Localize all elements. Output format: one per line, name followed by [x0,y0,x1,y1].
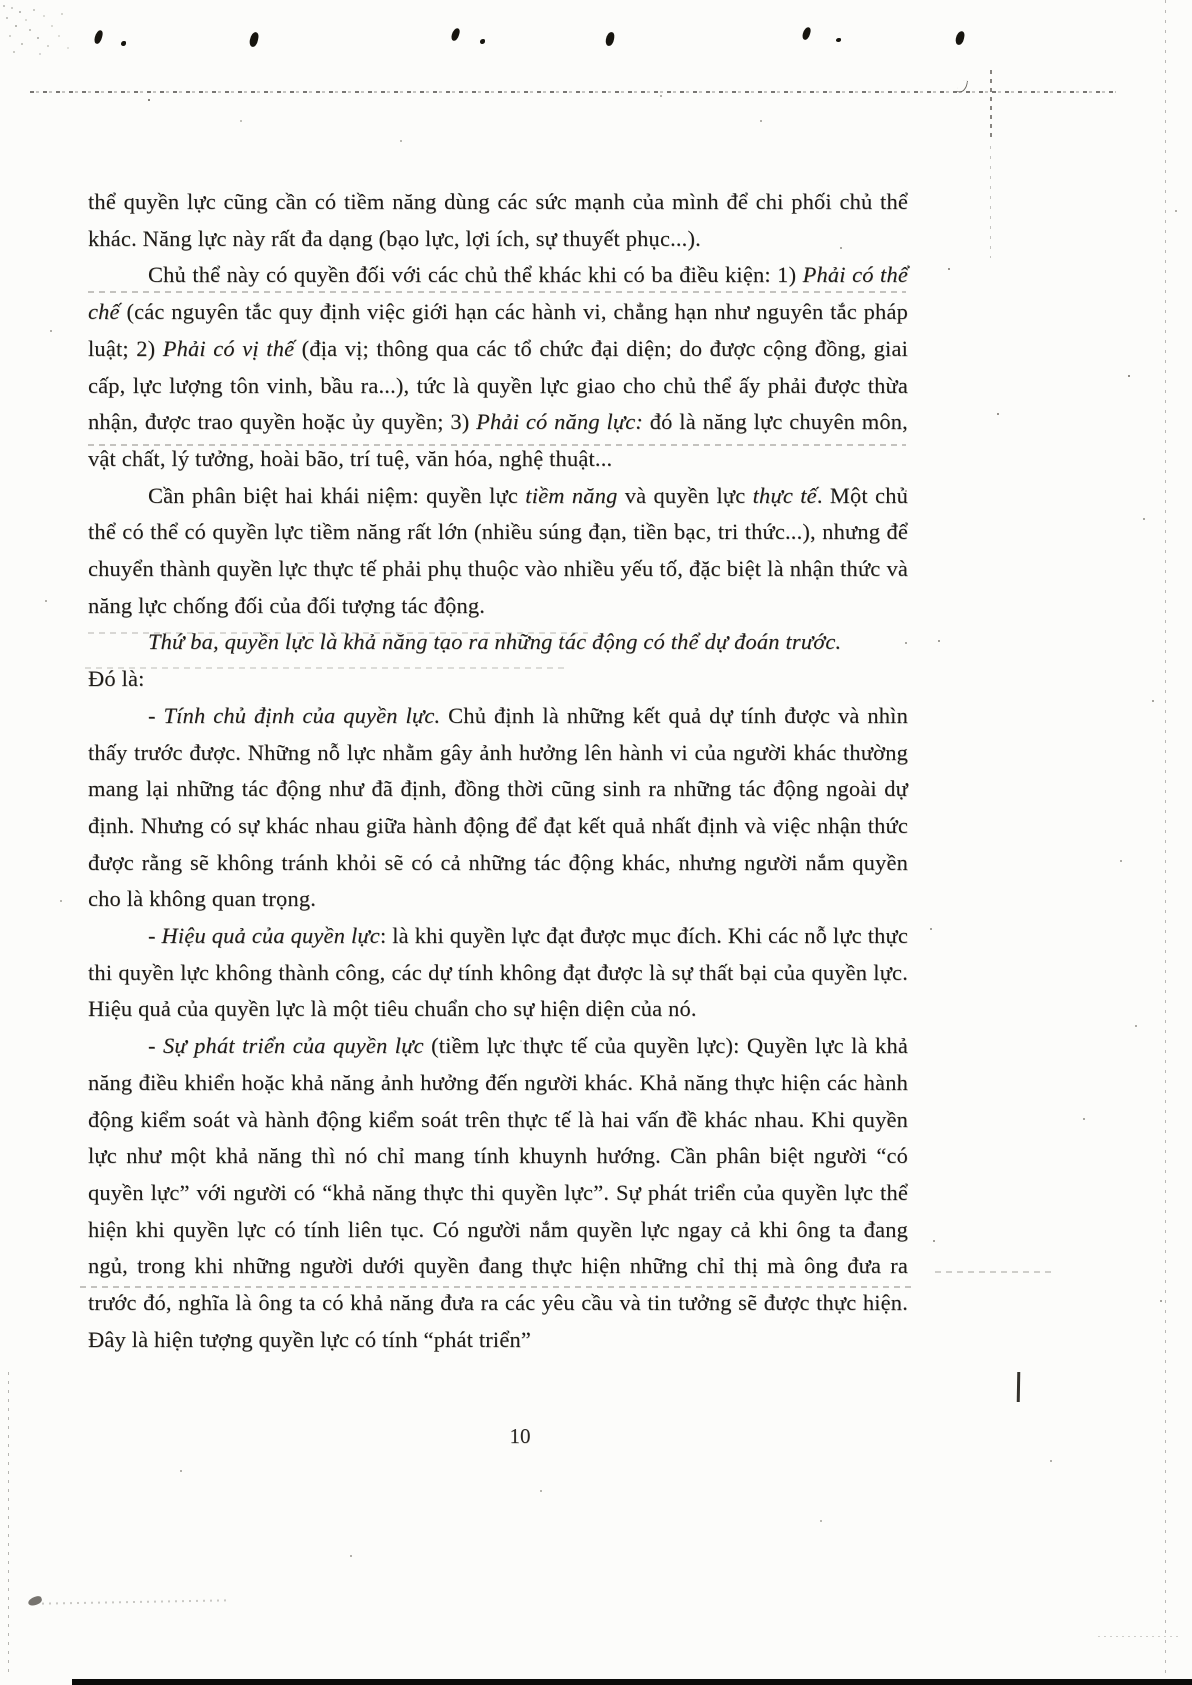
ink-mark [605,31,615,46]
italic-text-run: - Hiệu quả của quyền lực [148,923,380,949]
text-run: . Một chủ thể có thể có quyền lực tiềm năng rất lớn (nhiều súng đạn, tiền bạc, tri thức...), nhưng để chuyển thành quyền lực thực tế phải phụ thuộc vào nhiều yếu tố, đặc biệt là nhận thức và năng lực chống đối của đối tượng tác động. [88,482,908,618]
text-run: : là khi quyền lực đạt được mục đích. Khi các nỗ lực thực thi quyền lực không thành công, các dự tính không đạt được là sự thất bại của quyền lực. Hiệu quả của quyền lực là một tiêu chuẩn cho sự hiện diện của nó. [88,923,908,1022]
italic-text-run: - Sự phát triển của quyền lực [148,1033,424,1059]
italic-text-run: Thứ ba, quyền lực là khả năng tạo ra những tác động có thể dự đoán trước. [148,629,842,655]
text-run: (địa vị; thông qua các tổ chức đại diện; do được cộng đồng, giai cấp, lực lượng tôn vinh, bầu ra...), tức là quyền lực giao cho chủ thể ấy phải được thừa nhận, được trao quyền hoặc ủy quyền; 3) [88,335,909,435]
page-edge-dotted-line [8,1372,9,1672]
vertical-dash-artifact [990,70,992,142]
text-run: Cần phân biệt hai khái niệm: quyền lực [148,482,526,508]
text-run: Chủ định là những kết quả dự tính được và nhìn thấy trước được. Những nỗ lực nhằm gây ảnh hưởng lên hành vi của người khác thường mang lại những tác động như đã định, đồng thời cũng sinh ra những tác động ngoài dự định. Nhưng có sự khác nhau giữa hành động để đạt kết quả nhất định và việc nhận thức được rằng sẽ không tránh khỏi sẽ có cả những tác động khác, nhưng người nắm quyền cho là không quan trọng. [88,702,908,912]
ink-mark [801,26,811,40]
italic-text-run: tiềm năng [525,482,618,508]
italic-text-run: Phải có thể chế [88,262,908,325]
text-run: thể quyền lực cũng cần có tiềm năng dùng các sức mạnh của mình để chi phối chủ thể khác. Năng lực này rất đa dạng (bạo lực, lợi ích, sự thuyết phục...). [88,189,908,251]
text-run: và quyền lực [617,482,753,508]
text-run: Chủ thể này có quyền đối với các chủ thể khác khi có ba điều kiện: 1) [148,262,803,288]
vertical-dash-artifact [990,146,991,258]
text-run: (các nguyên tắc quy định việc giới hạn các hành vi, chẳng hạn như nguyên tắc pháp luật; 2) [88,299,908,361]
scan-dots [1098,1636,1182,1637]
dashed-rule-artifact [30,91,1116,93]
scan-specks [0,0,2,2]
paragraph [88,257,908,477]
paragraph [88,1028,908,1358]
italic-text-run: thực tế [752,482,817,508]
page-number: 10 [509,1424,531,1448]
italic-text-run: - Tính chủ định của quyền lực. [148,702,441,728]
ink-mark [249,31,259,47]
italic-text-run: Phải có vị thế [162,335,295,361]
ink-mark [955,30,966,45]
pen-squiggle-artifact [957,79,968,93]
ink-mark [480,39,485,44]
paragraph [88,478,908,625]
document-text-block [88,184,908,1359]
paragraph [88,698,908,918]
ink-mark [93,29,103,44]
ink-mark [450,27,460,41]
scan-smudge-trail [42,1599,227,1604]
ink-mark [121,41,126,46]
text-run: Đó là: [88,666,145,692]
paragraph [88,184,908,257]
showthrough-dashed-line [935,1271,1055,1273]
scan-smudge [27,1595,43,1607]
text-run: đó là năng lực chuyên môn, vật chất, lý tưởng, hoài bão, trí tuệ, văn hóa, nghệ thuật... [88,409,908,471]
paragraph [88,624,908,697]
ink-mark [836,38,841,42]
text-run: (tiềm lực thực tế của quyền lực): Quyền lực là khả năng điều khiển hoặc khả năng ảnh hưởng đến người khác. Khả năng thực hiện các hành động kiểm soát và hành động kiểm soát trên thực tế là hai vấn đề khác nhau. Khi quyền lực như một khả năng thì nó chỉ mang tính khuynh hướng. Cần phân biệt người “có quyền lực” với người có “khả năng thực thi quyền lực”. Sự phát triển của quyền lực thể hiện khi quyền lực có tính liên tục. Có người nắm quyền lực ngay cả khi ông ta đang ngủ, trong khi những người dưới quyền đang thực hiện những chỉ thị mà ông đưa ra trước đó, nghĩa là ông ta có khả năng đưa ra các yêu cầu và tin tưởng sẽ được thực hiện. Đây là hiện tượng quyền lực có tính “phát triển” [88,1033,908,1352]
paragraph [88,918,908,1028]
scanner-edge-bar [72,1679,1192,1685]
scan-speckle-patch [3,5,5,7]
italic-text-run: Phải có năng lực: [476,409,644,435]
page-edge-dotted-line [1165,0,1166,1685]
stray-pen-stroke [1017,1372,1020,1402]
